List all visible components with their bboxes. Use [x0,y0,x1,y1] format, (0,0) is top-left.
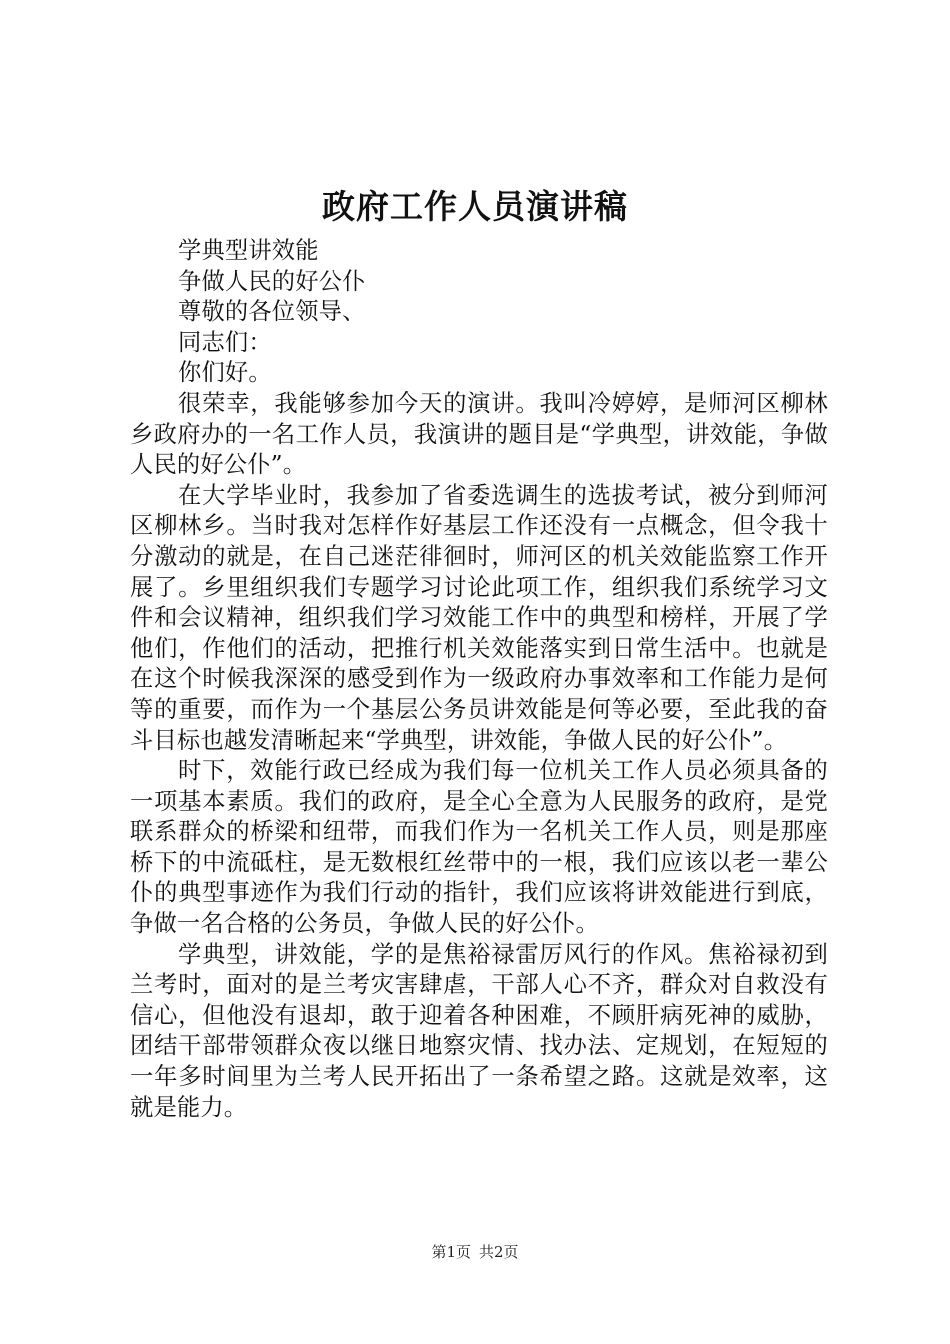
salutation-line: 尊敬的各位领导、 [178,298,366,326]
body-paragraph: 很荣幸，我能够参加今天的演讲。我叫冷婷婷，是师河区柳林乡政府办的一名工作人员，我演讲的题目是“学典型，讲效能，争做人民的好公仆”。 [130,389,828,479]
body-paragraph: 学典型，讲效能，学的是焦裕禄雷厉风行的作风。焦裕禄初到兰考时，面对的是兰考灾害肆虐，干部人心不齐，群众对自救没有信心，但他没有退却，敢于迎着各种困难，不顾肝病死神的威胁，团结干部带领群众夜以继日地察灾情、找办法、定规划，在短短的一年多时间里为兰考人民开拓出了一条希望之路。这就是效率，这就是能力。 [130,940,828,1121]
page-footer [0,1240,950,1264]
page-total: 共2页 [479,1243,519,1261]
salutation-line: 同志们： [178,328,272,356]
page-number: 第1页 [431,1243,471,1261]
subtitle-line: 争做人民的好公仆 [178,267,366,295]
body-paragraph: 时下，效能行政已经成为我们每一位机关工作人员必须具备的一项基本素质。我们的政府，是全心全意为人民服务的政府，是党联系群众的桥梁和纽带，而我们作为一名机关工作人员，则是那座桥下的中流砥柱，是无数根红丝带中的一根，我们应该以老一辈公仆的典型事迹作为我们行动的指针，我们应该将讲效能进行到底，争做一名合格的公务员，争做人民的好公仆。 [130,757,828,938]
document-title: 政府工作人员演讲稿 [322,187,628,226]
document-body [130,236,828,1123]
greeting-line: 你们好。 [178,359,272,387]
subtitle-line: 学典型讲效能 [178,237,319,264]
body-paragraph: 在大学毕业时，我参加了省委选调生的选拔考试，被分到师河区柳林乡。当时我对怎样作好基层工作还没有一点概念，但令我十分激动的就是，在自己迷茫徘徊时，师河区的机关效能监察工作开展了。乡里组织我们专题学习讨论此项工作，组织我们系统学习文件和会议精神，组织我们学习效能工作中的典型和榜样，开展了学他们，作他们的活动，把推行机关效能落实到日常生活中。也就是在这个时候我深深的感受到作为一级政府办事效率和工作能力是何等的重要，而作为一个基层公务员讲效能是何等必要，至此我的奋斗目标也越发清晰起来“学典型，讲效能，争做人民的好公仆”。 [130,481,828,754]
